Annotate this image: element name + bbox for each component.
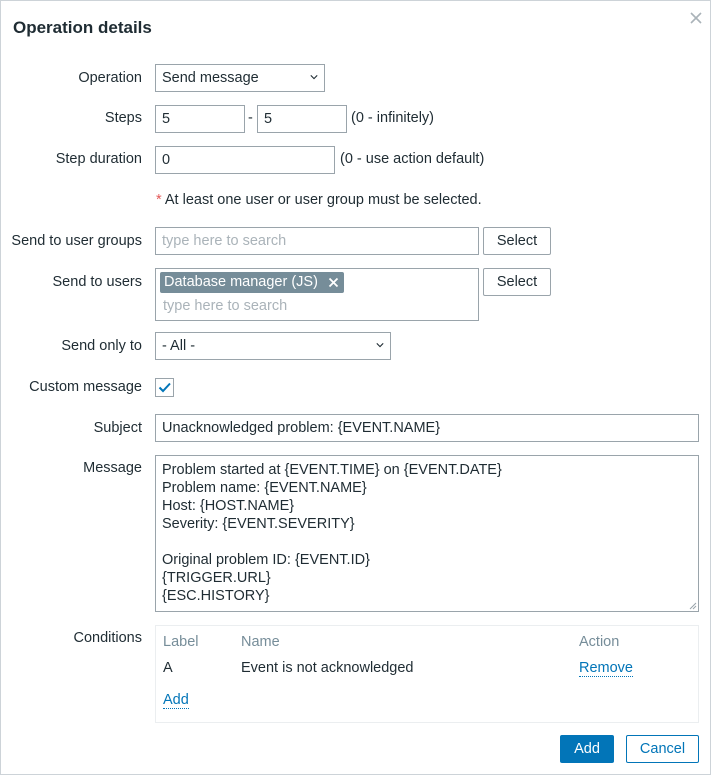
checkmark-icon: [156, 379, 173, 396]
operation-select-value: Send message: [162, 70, 259, 86]
user-groups-select-button[interactable]: Select: [483, 227, 551, 255]
user-groups-label: Send to user groups: [11, 233, 142, 249]
user-groups-placeholder: type here to search: [162, 233, 287, 249]
conditions-table: [155, 625, 699, 723]
subject-label: Subject: [93, 420, 142, 436]
condition-name: Event is not acknowledged: [241, 660, 414, 676]
resize-grip-icon[interactable]: [689, 602, 697, 610]
message-label: Message: [83, 460, 142, 476]
message-line: [162, 533, 692, 551]
step-duration-input[interactable]: 0: [155, 146, 335, 174]
message-line: Host: {HOST.NAME}: [162, 498, 295, 514]
send-only-to-value: - All -: [162, 338, 196, 354]
message-line: {ESC.HISTORY}: [162, 588, 270, 604]
add-button[interactable]: Add: [560, 735, 614, 763]
cancel-button[interactable]: Cancel: [626, 735, 699, 763]
requirement-text: At least one user or user group must be selected.: [164, 192, 482, 208]
conditions-label: Conditions: [73, 630, 142, 646]
steps-hint: (0 - infinitely): [351, 110, 434, 126]
steps-from-input[interactable]: 5: [155, 105, 245, 133]
step-duration-hint: (0 - use action default): [340, 151, 485, 167]
condition-label: A: [163, 660, 173, 676]
message-textarea[interactable]: [155, 455, 699, 612]
operation-select[interactable]: [155, 64, 325, 92]
dialog-title: Operation details: [13, 18, 152, 37]
send-only-to-select[interactable]: [155, 332, 391, 360]
remove-condition-link[interactable]: Remove: [579, 660, 633, 676]
chevron-down-icon: [376, 341, 384, 349]
custom-message-label: Custom message: [29, 379, 142, 395]
column-header-action: Action: [579, 634, 620, 650]
user-tag: [160, 272, 344, 293]
column-header-name: Name: [241, 634, 280, 650]
message-line: Problem started at {EVENT.TIME} on {EVENT.DATE}: [162, 462, 502, 478]
users-search-placeholder[interactable]: type here to search: [163, 298, 288, 314]
step-duration-label: Step duration: [55, 151, 142, 167]
remove-tag-icon[interactable]: [328, 277, 339, 288]
column-header-label: Label: [163, 634, 199, 650]
close-icon[interactable]: [687, 9, 705, 27]
message-line: Problem name: {EVENT.NAME}: [162, 480, 367, 496]
add-condition-link[interactable]: Add: [163, 692, 189, 708]
steps-to-input[interactable]: 5: [257, 105, 347, 133]
custom-message-checkbox[interactable]: [155, 378, 174, 397]
users-label: Send to users: [52, 274, 142, 290]
users-multiselect[interactable]: [155, 268, 479, 321]
requirement-note: [156, 192, 482, 208]
steps-label: Steps: [104, 110, 142, 126]
user-tag-label: Database manager (JS): [164, 274, 318, 290]
message-line: Severity: {EVENT.SEVERITY}: [162, 516, 355, 532]
user-groups-search-input[interactable]: [155, 227, 479, 255]
operation-label: Operation: [78, 70, 142, 86]
steps-separator: -: [248, 110, 253, 126]
message-line: {TRIGGER.URL}: [162, 570, 271, 586]
message-line: Original problem ID: {EVENT.ID}: [162, 552, 370, 568]
users-select-button[interactable]: Select: [483, 268, 551, 296]
subject-input[interactable]: Unacknowledged problem: {EVENT.NAME}: [155, 414, 699, 442]
chevron-down-icon: [310, 73, 318, 81]
send-only-to-label: Send only to: [61, 338, 142, 354]
required-asterisk: *: [156, 192, 162, 208]
